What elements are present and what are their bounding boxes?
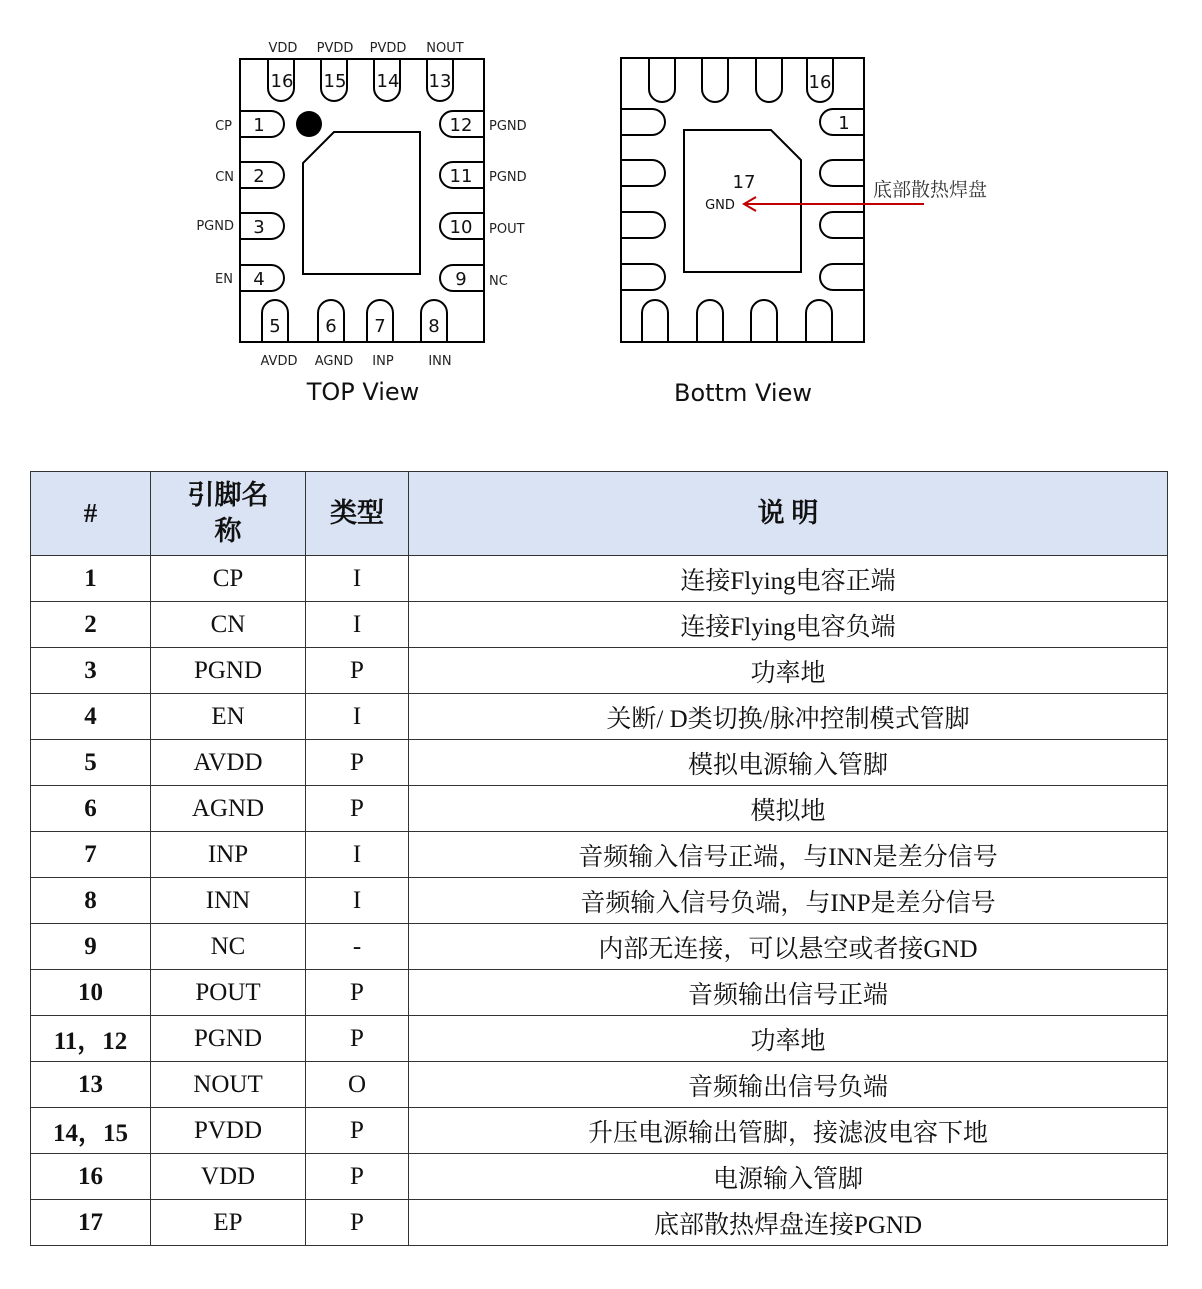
header-pin-name-text: 引脚名称 bbox=[187, 480, 269, 546]
bottom-view bbox=[621, 58, 864, 342]
pin-name-9: NC bbox=[489, 274, 508, 289]
table-row bbox=[31, 970, 1168, 1016]
bottom-view-caption: Bottm View bbox=[674, 379, 812, 407]
pin-name-2: CN bbox=[215, 170, 234, 185]
pin-name-cell: CP bbox=[151, 556, 306, 602]
pin-type-cell: I bbox=[306, 832, 409, 878]
pin-description-cell: 模拟电源输入管脚 bbox=[409, 740, 1168, 786]
pin-number-14: 14 bbox=[376, 71, 400, 92]
bottom-view-pin-shape bbox=[642, 300, 668, 342]
pin-description-cell: 音频输入信号正端，与INN是差分信号 bbox=[409, 832, 1168, 878]
pin-number-2: 2 bbox=[253, 166, 265, 187]
pin-type-cell: P bbox=[306, 1200, 409, 1246]
pad-annotation: 底部散热焊盘 bbox=[873, 179, 988, 201]
bottom-view-pin-shape bbox=[751, 300, 777, 342]
pin-number-15: 15 bbox=[323, 71, 347, 92]
bottom-view-pin-shape bbox=[621, 160, 665, 186]
pin-name-3: PGND bbox=[196, 219, 234, 234]
pin-number-cell: 4 bbox=[31, 694, 151, 740]
bottom-view-pin-shape bbox=[621, 212, 665, 238]
pin-type-cell: I bbox=[306, 878, 409, 924]
pin-type-cell: P bbox=[306, 740, 409, 786]
pin-number-12: 12 bbox=[449, 115, 473, 136]
pin-name-6: AGND bbox=[314, 354, 354, 369]
pin-number-cell: 17 bbox=[31, 1200, 151, 1246]
package-diagram bbox=[0, 0, 1202, 440]
pin-number-cell: 11，12 bbox=[31, 1016, 151, 1062]
pin-number-16: 16 bbox=[270, 71, 294, 92]
pin-number-13: 13 bbox=[428, 71, 452, 92]
pin-name-cell: VDD bbox=[151, 1154, 306, 1200]
header-description: 说 明 bbox=[409, 472, 1168, 556]
pin-name-11: PGND bbox=[489, 170, 527, 185]
pin-name-cell: PGND bbox=[151, 1016, 306, 1062]
pin-number-8: 8 bbox=[428, 316, 440, 337]
pin-number-6: 6 bbox=[325, 316, 337, 337]
pin-type-cell: P bbox=[306, 1154, 409, 1200]
table-row bbox=[31, 1016, 1168, 1062]
bottom-view-pin-shape bbox=[702, 58, 728, 102]
pin-description-cell: 底部散热焊盘连接PGND bbox=[409, 1200, 1168, 1246]
table-row bbox=[31, 1154, 1168, 1200]
pin-description-cell: 音频输出信号负端 bbox=[409, 1062, 1168, 1108]
pin-description-cell: 关断/ D类切换/脉冲控制模式管脚 bbox=[409, 694, 1168, 740]
pin-type-cell: P bbox=[306, 970, 409, 1016]
bottom-view-pin-shape bbox=[806, 300, 832, 342]
table-row bbox=[31, 878, 1168, 924]
pin-name-cell: AGND bbox=[151, 786, 306, 832]
pin-description-cell: 音频输出信号正端 bbox=[409, 970, 1168, 1016]
bottom-view-pin-shape bbox=[649, 58, 675, 102]
pin-number-cell: 3 bbox=[31, 648, 151, 694]
pin-number-3: 3 bbox=[253, 217, 265, 238]
table-header-row bbox=[31, 472, 1168, 556]
table-row bbox=[31, 694, 1168, 740]
pin-type-cell: - bbox=[306, 924, 409, 970]
pin-number-5: 5 bbox=[269, 316, 281, 337]
table-row bbox=[31, 740, 1168, 786]
pin-name-10: POUT bbox=[489, 222, 525, 237]
pin-name-cell: EN bbox=[151, 694, 306, 740]
bottom-view-pin-shape bbox=[621, 109, 665, 135]
pin-description-cell: 电源输入管脚 bbox=[409, 1154, 1168, 1200]
bottom-view-pin-shape bbox=[820, 212, 864, 238]
pin-number-cell: 9 bbox=[31, 924, 151, 970]
bottom-view-pin-shape bbox=[820, 264, 864, 290]
pin-description-cell: 内部无连接，可以悬空或者接GND bbox=[409, 924, 1168, 970]
pin-description-cell: 升压电源输出管脚，接滤波电容下地 bbox=[409, 1108, 1168, 1154]
table-row bbox=[31, 602, 1168, 648]
bottom-view-exposed-pad bbox=[684, 130, 801, 272]
pin-number-cell: 5 bbox=[31, 740, 151, 786]
pin-number-cell: 1 bbox=[31, 556, 151, 602]
pin-name-cell: CN bbox=[151, 602, 306, 648]
pin-name-8: INN bbox=[428, 354, 452, 369]
pin-name-14: PVDD bbox=[369, 41, 407, 56]
top-view-exposed-pad bbox=[303, 132, 420, 274]
pin-description-table bbox=[30, 471, 1168, 1246]
top-view bbox=[240, 59, 484, 342]
pin-type-cell: I bbox=[306, 556, 409, 602]
pin-name-cell: AVDD bbox=[151, 740, 306, 786]
header-number: # bbox=[31, 472, 151, 556]
table-row bbox=[31, 1200, 1168, 1246]
pin-number-cell: 2 bbox=[31, 602, 151, 648]
pin-name-1: CP bbox=[215, 119, 232, 134]
pin-description-cell: 连接Flying电容负端 bbox=[409, 602, 1168, 648]
pin-type-cell: P bbox=[306, 786, 409, 832]
pin-description-cell: 功率地 bbox=[409, 1016, 1168, 1062]
pin-number-cell: 7 bbox=[31, 832, 151, 878]
pin-number-4: 4 bbox=[253, 269, 265, 290]
pin-name-cell: NC bbox=[151, 924, 306, 970]
header-pin-name bbox=[151, 472, 306, 556]
pin-name-cell: INN bbox=[151, 878, 306, 924]
pin-description-cell: 模拟地 bbox=[409, 786, 1168, 832]
table-row bbox=[31, 786, 1168, 832]
bottom-view-pin-shape bbox=[697, 300, 723, 342]
pin-type-cell: I bbox=[306, 602, 409, 648]
pin-number-cell: 16 bbox=[31, 1154, 151, 1200]
bottom-view-pin-shape bbox=[820, 160, 864, 186]
exposed-pad-name: GND bbox=[705, 198, 735, 213]
exposed-pad-number: 17 bbox=[732, 172, 756, 193]
pin-type-cell: P bbox=[306, 1108, 409, 1154]
pin-type-cell: P bbox=[306, 1016, 409, 1062]
pin-name-16: VDD bbox=[268, 41, 298, 56]
pin-number-cell: 13 bbox=[31, 1062, 151, 1108]
pin-number-7: 7 bbox=[374, 316, 386, 337]
pin-number-cell: 10 bbox=[31, 970, 151, 1016]
table-row bbox=[31, 924, 1168, 970]
bottom-view-pin-shape bbox=[756, 58, 782, 102]
pin-number-cell: 8 bbox=[31, 878, 151, 924]
pin-name-12: PGND bbox=[489, 119, 527, 134]
pin-description-cell: 音频输入信号负端，与INP是差分信号 bbox=[409, 878, 1168, 924]
table-row bbox=[31, 556, 1168, 602]
pin-number-cell: 14，15 bbox=[31, 1108, 151, 1154]
pin-name-13: NOUT bbox=[426, 41, 464, 56]
table-row bbox=[31, 1062, 1168, 1108]
table-row bbox=[31, 1108, 1168, 1154]
pin-type-cell: I bbox=[306, 694, 409, 740]
table-row bbox=[31, 832, 1168, 878]
pin-type-cell: O bbox=[306, 1062, 409, 1108]
pin-number-9: 9 bbox=[455, 269, 467, 290]
bottom-view-pin-shape bbox=[621, 264, 665, 290]
pin-name-7: INP bbox=[372, 354, 394, 369]
pin-number-10: 10 bbox=[449, 217, 473, 238]
pin-description-cell: 连接Flying电容正端 bbox=[409, 556, 1168, 602]
pin-name-cell: POUT bbox=[151, 970, 306, 1016]
pin-name-cell: PVDD bbox=[151, 1108, 306, 1154]
pin1-marker-dot bbox=[296, 111, 322, 137]
pin-name-cell: INP bbox=[151, 832, 306, 878]
pin-type-cell: P bbox=[306, 648, 409, 694]
pin-name-4: EN bbox=[215, 272, 233, 287]
pin-description-cell: 功率地 bbox=[409, 648, 1168, 694]
pin-name-cell: PGND bbox=[151, 648, 306, 694]
top-view-caption: TOP View bbox=[306, 378, 420, 406]
pin-name-5: AVDD bbox=[260, 354, 298, 369]
pin-name-cell: NOUT bbox=[151, 1062, 306, 1108]
pin-number-1: 1 bbox=[253, 115, 265, 136]
pin-number-cell: 6 bbox=[31, 786, 151, 832]
header-type: 类型 bbox=[306, 472, 409, 556]
pin-name-15: PVDD bbox=[316, 41, 354, 56]
bottom-pin-number-1: 1 bbox=[838, 113, 850, 134]
pin-name-cell: EP bbox=[151, 1200, 306, 1246]
bottom-pin-number-16: 16 bbox=[808, 72, 832, 93]
pin-number-11: 11 bbox=[449, 166, 473, 187]
table-row bbox=[31, 648, 1168, 694]
